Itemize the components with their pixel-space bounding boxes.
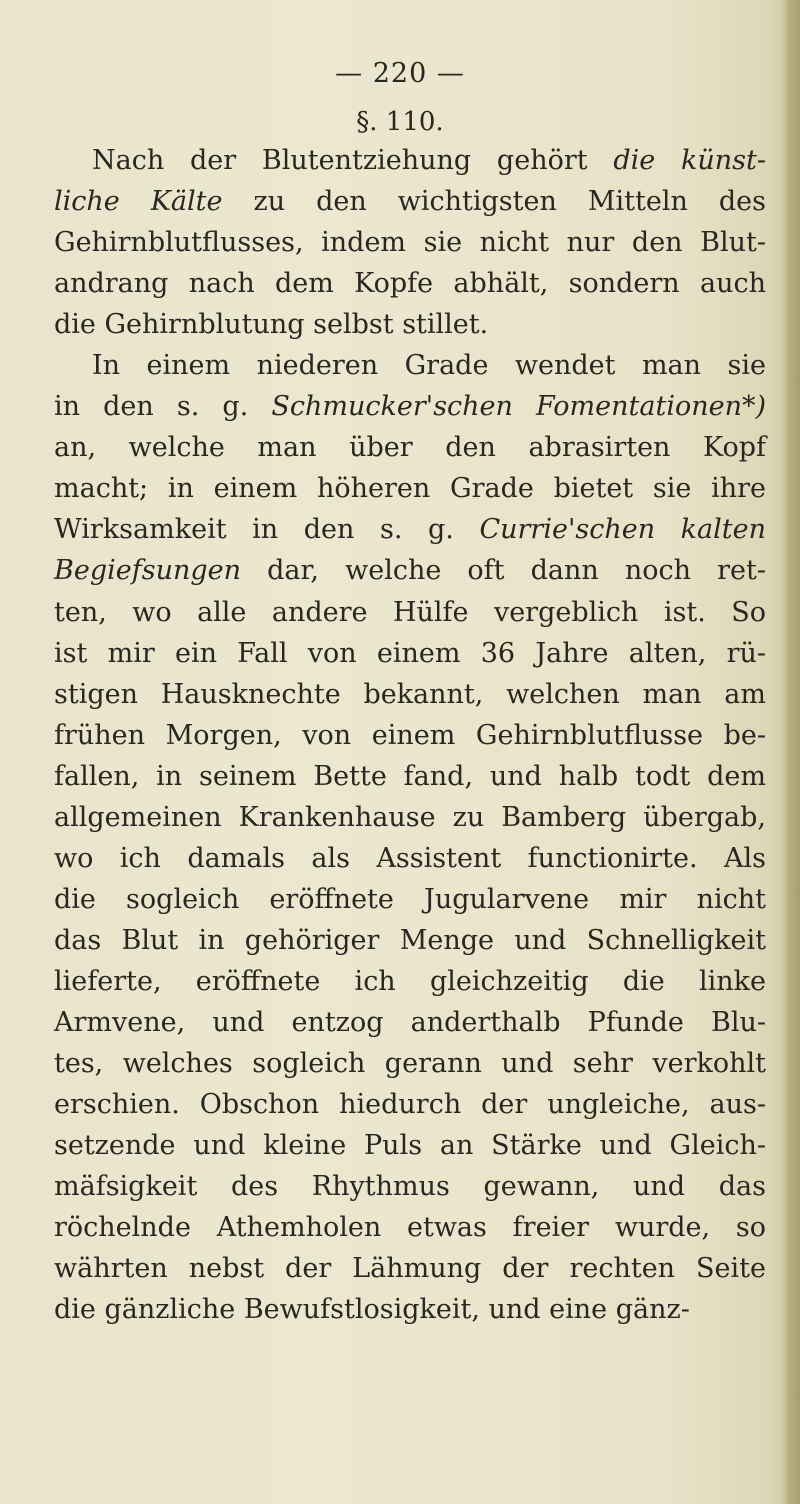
- text-line: [54, 1207, 766, 1248]
- text-line: [54, 1002, 766, 1043]
- text-line: [54, 263, 766, 304]
- text-run: andrang nach dem Kopfe abhält, sondern auch: [54, 268, 766, 300]
- text-run: tes, welches sogleich gerann und sehr verkohlt: [54, 1048, 766, 1080]
- body-text: [54, 140, 766, 1330]
- italic-run: Begiefsungen: [54, 555, 241, 587]
- text-line: [54, 427, 766, 468]
- text-line: [54, 304, 766, 345]
- text-line: [54, 345, 766, 386]
- text-run: die sogleich eröffnete Jugularvene mir nicht: [54, 883, 766, 915]
- text-line: [54, 181, 766, 222]
- italic-run: Schmucker'schen Fomentationen*): [271, 391, 766, 423]
- text-line: [54, 715, 766, 756]
- text-line: [54, 1248, 766, 1289]
- page-number: — 220 —: [335, 58, 465, 89]
- text-line: [54, 222, 766, 263]
- text-run: erschien. Obschon hiedurch der ungleiche, aus-: [54, 1089, 766, 1121]
- text-line: [54, 1084, 766, 1125]
- text-run: allgemeinen Krankenhause zu Bamberg übergab,: [54, 801, 766, 833]
- text-line: [54, 140, 766, 181]
- text-line: [54, 592, 766, 633]
- text-run: dar, welche oft dann noch ret-: [241, 555, 766, 587]
- text-run: Wirksamkeit in den s. g.: [54, 514, 480, 546]
- text-run: ten, wo alle andere Hülfe vergeblich ist. So: [54, 596, 766, 628]
- text-run: In einem niederen Grade wendet man sie: [92, 350, 766, 382]
- text-line: [54, 1125, 766, 1166]
- text-run: röchelnde Athemholen etwas freier wurde, so: [54, 1212, 766, 1244]
- text-line: [54, 386, 766, 427]
- text-run: macht; in einem höheren Grade bietet sie ihre: [54, 473, 766, 505]
- text-run: die gänzliche Bewufstlosigkeit, und eine gänz-: [54, 1294, 690, 1326]
- text-run: mäfsigkeit des Rhythmus gewann, und das: [54, 1171, 766, 1203]
- text-run: frühen Morgen, von einem Gehirnblutflusse be-: [54, 719, 766, 751]
- text-run: die Gehirnblutung selbst stillet.: [54, 309, 489, 341]
- text-run: stigen Hausknechte bekannt, welchen man am: [54, 678, 766, 710]
- text-line: [54, 961, 766, 1002]
- text-run: Gehirnblutflusses, indem sie nicht nur den Blut-: [54, 227, 766, 259]
- text-line: [54, 468, 766, 509]
- section-heading: §. 110.: [356, 107, 444, 137]
- text-run: an, welche man über den abrasirten Kopf: [54, 432, 766, 464]
- text-run: Nach der Blutentziehung gehört: [92, 145, 614, 176]
- text-run: ist mir ein Fall von einem 36 Jahre alten, rü-: [54, 637, 766, 669]
- text-run: zu den wichtigsten Mitteln des: [222, 186, 766, 218]
- text-run: das Blut in gehöriger Menge und Schnelligkeit: [54, 924, 766, 956]
- text-line: [54, 674, 766, 715]
- text-run: währten nebst der Lähmung der rechten Seite: [54, 1253, 766, 1285]
- text-line: [54, 756, 766, 797]
- italic-run: liche Kälte: [54, 186, 223, 218]
- text-line: [54, 550, 766, 591]
- text-line: [54, 633, 766, 674]
- text-run: lieferte, eröffnete ich gleichzeitig die linke: [54, 965, 766, 997]
- italic-run: Currie'schen kalten: [479, 514, 766, 546]
- text-line: [54, 879, 766, 920]
- text-line: [54, 1289, 766, 1330]
- italic-run: die künst-: [613, 145, 766, 176]
- text-run: in den s. g.: [54, 391, 272, 423]
- text-line: [54, 797, 766, 838]
- text-line: [54, 509, 766, 550]
- text-line: [54, 1166, 766, 1207]
- text-line: [54, 838, 766, 879]
- text-run: wo ich damals als Assistent functionirte. Als: [54, 842, 766, 874]
- text-run: Armvene, und entzog anderthalb Pfunde Blu-: [54, 1006, 766, 1038]
- text-line: [54, 920, 766, 961]
- page-edge-shadow: [782, 0, 800, 1504]
- text-run: setzende und kleine Puls an Stärke und Gleich-: [54, 1130, 766, 1162]
- text-line: [54, 1043, 766, 1084]
- text-run: fallen, in seinem Bette fand, und halb todt dem: [54, 760, 766, 792]
